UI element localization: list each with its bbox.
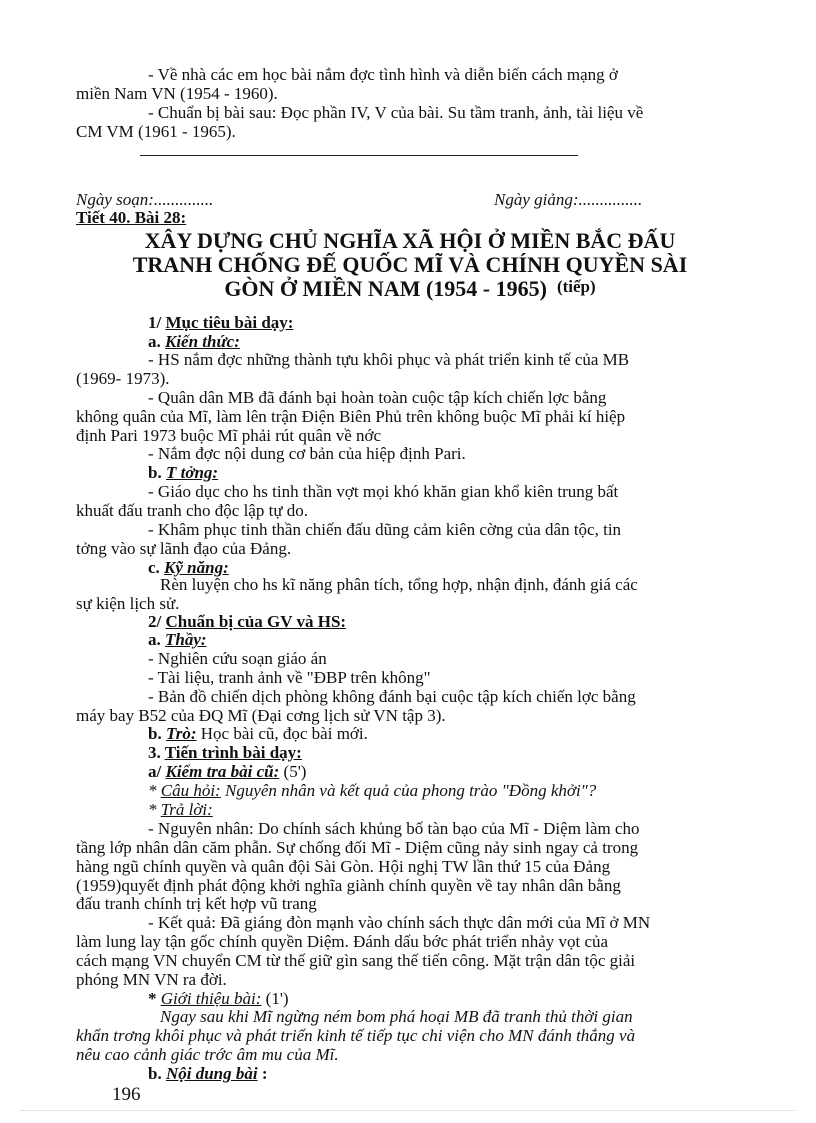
text-line: khuất đấu tranh cho độc lập tự do. xyxy=(76,501,309,520)
text-line: sự kiện lịch sử. xyxy=(76,594,180,613)
text-line: hàng ngũ chính quyền và quân đội Sài Gòn. Hội nghị TW lần thứ 15 của Đảng xyxy=(76,857,611,876)
subsection-letter: b. xyxy=(148,1064,166,1083)
ngay-giang: Ngày giảng:............... xyxy=(494,190,643,209)
lesson-number: Tiết 40. Bài 28: xyxy=(76,208,187,227)
bullet: * xyxy=(148,989,161,1008)
subsection-title: Trò: xyxy=(165,724,197,743)
text-line: cách mạng VN chuyển CM từ thế giữ gìn sang thế tiến công. Mặt trận dân tộc giải xyxy=(76,951,636,970)
subsection-title: Kiến thức: xyxy=(165,332,240,351)
text-line: tầng lớp nhân dân căm phẫn. Sự chống đối Mĩ - Diệm cũng nảy sinh ngay cả trong xyxy=(76,838,639,857)
subsection-heading xyxy=(148,332,696,351)
subsection-letter: a. xyxy=(148,332,165,351)
intro-label: Giới thiệu bài: xyxy=(160,989,262,1008)
subsection-title: Kiểm tra bài cũ: xyxy=(165,762,280,781)
text-line: - Nắm đợc nội dung cơ bản của hiệp định Pari. xyxy=(148,444,466,463)
section-divider xyxy=(140,155,578,156)
text-line: đấu tranh chính trị kết hợp vũ trang xyxy=(76,894,317,913)
lesson-title-line xyxy=(60,277,760,303)
subsection-title: T tởng: xyxy=(165,463,219,482)
subsection-heading xyxy=(148,762,696,781)
question-text: Nguyên nhân và kết quả của phong trào "Đồng khởi"? xyxy=(220,781,597,800)
subsection-letter: a. xyxy=(148,630,165,649)
subsection-text: Học bài cũ, đọc bài mới. xyxy=(196,724,368,743)
text-line: - Nguyên nhân: Do chính sách khủng bố tàn bạo của Mĩ - Diệm làm cho xyxy=(148,819,640,838)
subsection-letter: b. xyxy=(148,724,166,743)
text-line: - Khâm phục tinh thần chiến đấu dũng cảm kiên cờng của dân tộc, tin xyxy=(148,520,622,539)
text-line: không quân của Mĩ, làm lên trận Điện Biên Phủ trên không buộc Mĩ phải kí hiệp xyxy=(76,407,626,426)
subsection-letter: c. xyxy=(148,558,165,577)
intro-time: (1') xyxy=(261,989,289,1008)
text-line: - Nghiên cứu soạn giáo án xyxy=(148,649,327,668)
text-line: - Tài liệu, tranh ảnh về "ĐBP trên không" xyxy=(148,668,431,687)
section-number: 3. xyxy=(148,743,165,762)
text-line: khẩn trơng khôi phục và phát triển kinh tế tiếp tục chi viện cho MN đánh thắng và xyxy=(76,1026,636,1045)
section-heading xyxy=(148,612,696,631)
text-line: nêu cao cảnh giác trớc âm mu của Mĩ. xyxy=(76,1045,339,1064)
section-number: 1/ xyxy=(148,313,166,332)
text-line: - Quân dân MB đã đánh bại hoàn toàn cuộc tập kích chiến lợc bằng xyxy=(148,388,607,407)
text-line: (1959)quyết định phát động khởi nghĩa giành chính quyền về tay nhân dân bằng xyxy=(76,876,621,895)
answer-line xyxy=(148,800,696,819)
subsection-letter: b. xyxy=(148,463,166,482)
question-line xyxy=(148,781,696,800)
answer-label: Trả lời: xyxy=(160,800,213,819)
page-bottom-border xyxy=(20,1110,796,1111)
lesson-title-text: GÒN Ở MIỀN NAM (1954 - 1965) xyxy=(224,276,547,301)
subsection-title: Thầy: xyxy=(165,630,207,649)
subsection-letter: a/ xyxy=(148,762,166,781)
subsection-title: Nội dung bài xyxy=(165,1064,258,1083)
prev-section-line: CM VM (1961 - 1965). xyxy=(76,122,236,141)
subsection-title: Kỹ năng: xyxy=(164,558,229,577)
text-line: làm lung lay tận gốc chính quyền Diệm. Đánh dấu bớc phát triển nhảy vọt của xyxy=(76,932,609,951)
section-title: Tiến trình bài dạy: xyxy=(164,743,302,762)
subsection-colon: : xyxy=(257,1064,268,1083)
section-title: Mục tiêu bài dạy: xyxy=(165,313,294,332)
section-title: Chuẩn bị của GV và HS: xyxy=(165,612,347,631)
subsection-heading xyxy=(148,630,696,649)
section-heading xyxy=(148,313,696,332)
page-number: 196 xyxy=(112,1084,141,1105)
text-line: tởng vào sự lãnh đạo của Đảng. xyxy=(76,539,292,558)
lesson-title-line: TRANH CHỐNG ĐẾ QUỐC MĨ VÀ CHÍNH QUYỀN SÀI xyxy=(132,252,688,277)
section-heading xyxy=(148,743,696,762)
intro-heading xyxy=(148,989,696,1008)
question-label: Câu hỏi: xyxy=(160,781,221,800)
ngay-soan: Ngày soạn:.............. xyxy=(76,190,214,209)
text-line: máy bay B52 của ĐQ Mĩ (Đại cơng lịch sử VN tập 3). xyxy=(76,706,446,725)
text-line: Ngay sau khi Mĩ ngừng ném bom phá hoại MB đã tranh thủ thời gian xyxy=(160,1007,633,1026)
prev-section-line: - Về nhà các em học bài nắm đợc tình hình và diễn biến cách mạng ở xyxy=(148,65,618,84)
prev-section-line: - Chuẩn bị bài sau: Đọc phần IV, V của bài. Su tầm tranh, ảnh, tài liệu về xyxy=(148,103,644,122)
text-line: định Pari 1973 buộc Mĩ phải rút quân về nớc xyxy=(76,426,382,445)
lesson-title-line: XÂY DỰNG CHỦ NGHĨA XÃ HỘI Ở MIỀN BẮC ĐẤU xyxy=(144,228,676,253)
bullet: * xyxy=(148,800,161,819)
text-line: Rèn luyện cho hs kĩ năng phân tích, tổng hợp, nhận định, đánh giá các xyxy=(160,575,638,594)
subsection-time: (5') xyxy=(279,762,307,781)
text-line: phóng MN VN ra đời. xyxy=(76,970,227,989)
subsection-heading xyxy=(148,1064,696,1083)
lesson-title-continued: (tiếp) xyxy=(556,277,596,296)
prev-section-line: miền Nam VN (1954 - 1960). xyxy=(76,84,278,103)
subsection-heading xyxy=(148,463,696,482)
subsection-heading xyxy=(148,724,696,743)
text-line: - HS nắm đợc những thành tựu khôi phục và phát triển kinh tế của MB xyxy=(148,350,630,369)
section-number: 2/ xyxy=(148,612,166,631)
text-line: - Giáo dục cho hs tinh thần vợt mọi khó khăn gian khổ kiên trung bất xyxy=(148,482,619,501)
text-line: - Bản đồ chiến dịch phòng không đánh bại cuộc tập kích chiến lợc bằng xyxy=(148,687,636,706)
text-line: - Kết quả: Đã giáng đòn mạnh vào chính sách thực dân mới của Mĩ ở MN xyxy=(148,913,651,932)
text-line: (1969- 1973). xyxy=(76,369,170,388)
bullet: * xyxy=(148,781,161,800)
